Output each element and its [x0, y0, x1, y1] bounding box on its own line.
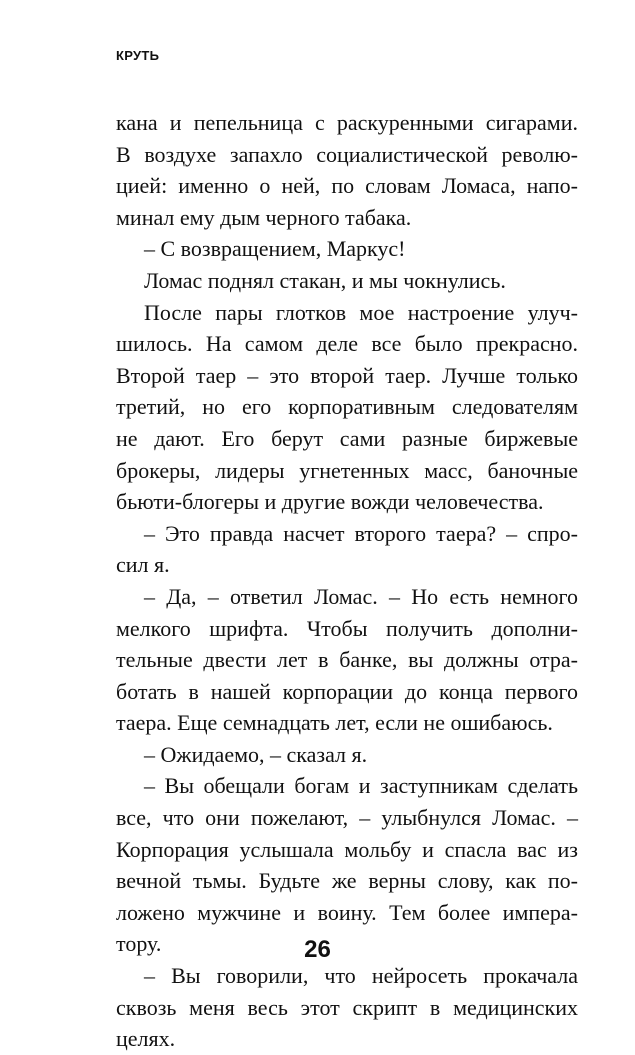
text-line: целях.	[116, 1026, 176, 1052]
text-line: Корпорация услышала мольбу и спасла вас из	[116, 836, 578, 862]
running-head: КРУТЬ	[116, 48, 160, 63]
text-line: шилось. На самом деле все было прекрасно.	[116, 331, 578, 357]
text-line: все, что они пожелают, – улыбнулся Ломас. –	[116, 805, 578, 831]
page-number: 26	[304, 936, 331, 963]
text-line: Ломас поднял стакан, и мы чокнулись.	[144, 267, 506, 293]
text-line: – Да, – ответил Ломас. – Но есть немного	[144, 583, 578, 609]
body-text	[116, 107, 578, 1055]
text-line: кана и пепельница с раскуренными сигарами.	[116, 110, 578, 135]
text-line: вечной тьмы. Будьте же верны слову, как по-	[116, 868, 578, 894]
text-line: брокеры, лидеры угнетенных масс, баночные	[116, 457, 578, 483]
text-line: ложено мужчине и воину. Тем более импера-	[116, 899, 578, 925]
text-line: Второй таер – это второй таер. Лучше только	[116, 362, 578, 388]
text-line: сквозь меня весь этот скрипт в медицинских	[116, 994, 578, 1020]
text-line: ботать в нашей корпорации до конца первого	[116, 678, 578, 704]
text-line: таера. Еще семнадцать лет, если не ошибаюсь.	[116, 710, 553, 736]
text-line: тору.	[116, 931, 162, 957]
text-line: минал ему дым черного табака.	[116, 204, 412, 230]
text-line: цией: именно о ней, по словам Ломаса, напо-	[116, 173, 578, 199]
text-line: – Вы говорили, что нейросеть прокачала	[144, 963, 578, 989]
text-line: – Это правда насчет второго таера? – спро-	[144, 520, 578, 546]
text-line: сил я.	[116, 552, 170, 578]
text-line: не дают. Его берут сами разные биржевые	[116, 425, 578, 451]
text-line: – Ожидаемо, – сказал я.	[144, 741, 368, 767]
text-line: тельные двести лет в банке, вы должны отра-	[116, 647, 578, 673]
text-line: третий, но его корпоративным следователям	[116, 394, 578, 420]
text-line: В воздухе запахло социалистической револю-	[116, 141, 578, 167]
text-line: После пары глотков мое настроение улуч-	[144, 299, 578, 325]
text-line: – Вы обещали богам и заступникам сделать	[144, 773, 578, 799]
text-line: бьюти-блогеры и другие вожди человечества.	[116, 489, 544, 515]
text-line: – С возвращением, Маркус!	[144, 236, 406, 262]
text-line: мелкого шрифта. Чтобы получить дополни-	[116, 615, 578, 641]
